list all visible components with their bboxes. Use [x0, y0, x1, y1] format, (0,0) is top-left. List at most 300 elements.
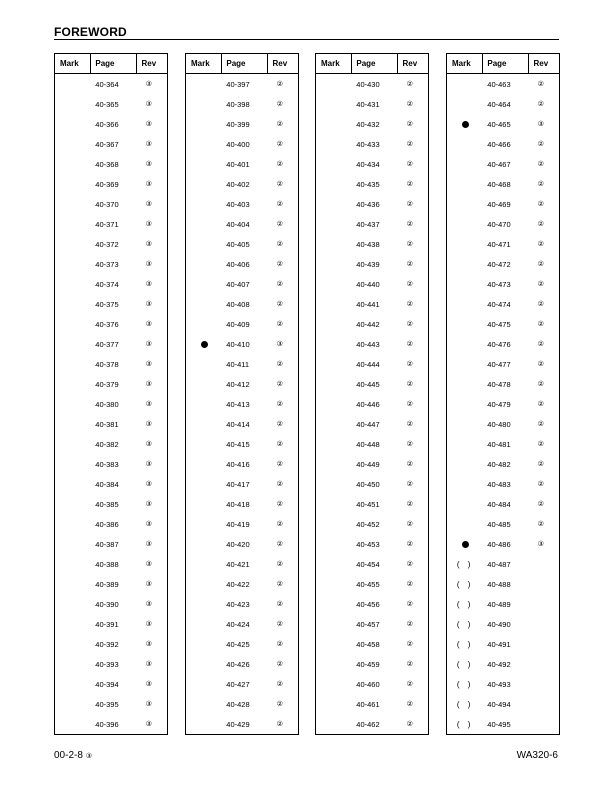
mark-cell — [55, 434, 91, 454]
table-row — [316, 334, 428, 354]
mark-cell — [186, 654, 222, 674]
table-row — [447, 154, 559, 174]
rev-cell: ③ — [145, 261, 152, 268]
mark-cell — [447, 414, 483, 434]
table-row — [316, 394, 428, 414]
page-cell: 40-420 — [226, 539, 250, 549]
mark-cell — [186, 454, 222, 474]
rev-cell: ③ — [145, 661, 152, 668]
page-cell: 40-435 — [356, 179, 380, 189]
table-row — [55, 674, 167, 694]
mark-cell — [55, 214, 91, 234]
page-cell: 40-481 — [487, 439, 511, 449]
table-row — [186, 374, 298, 394]
rev-cell: ② — [537, 321, 544, 328]
table-row — [186, 474, 298, 494]
rev-cell — [528, 654, 559, 674]
mark-cell — [316, 354, 352, 374]
mark-cell — [316, 74, 352, 94]
rev-cell: ③ — [145, 641, 152, 648]
page-cell: 40-403 — [226, 199, 250, 209]
rev-cell: ② — [276, 441, 283, 448]
rev-cell: ③ — [145, 681, 152, 688]
rev-cell: ② — [537, 401, 544, 408]
table-row — [55, 534, 167, 554]
rev-cell: ② — [406, 641, 413, 648]
header-rule — [54, 39, 559, 40]
table-row — [447, 414, 559, 434]
table-row — [55, 154, 167, 174]
rev-cell: ② — [406, 661, 413, 668]
mark-cell — [447, 474, 483, 494]
mark-cell — [186, 314, 222, 334]
rev-cell: ② — [276, 721, 283, 728]
mark-cell — [316, 434, 352, 454]
mark-cell — [447, 294, 483, 314]
table-row — [186, 594, 298, 614]
table-row — [55, 114, 167, 134]
rev-cell: ② — [537, 501, 544, 508]
page-cell: 40-417 — [226, 479, 250, 489]
rev-cell: ③ — [145, 521, 152, 528]
rev-cell: ② — [276, 181, 283, 188]
page-cell: 40-439 — [356, 259, 380, 269]
table-row — [186, 214, 298, 234]
table-row — [55, 454, 167, 474]
rev-cell: ② — [406, 101, 413, 108]
rev-cell: ③ — [145, 401, 152, 408]
table-row — [447, 394, 559, 414]
table-row — [316, 514, 428, 534]
rev-cell: ③ — [145, 221, 152, 228]
mark-cell — [55, 394, 91, 414]
page-cell: 40-371 — [95, 219, 119, 229]
mark-parenthesis: ( ) — [456, 579, 474, 589]
table-row — [186, 574, 298, 594]
rev-cell: ② — [406, 361, 413, 368]
mark-cell — [186, 74, 222, 94]
mark-cell — [447, 554, 483, 574]
page-cell: 40-460 — [356, 679, 380, 689]
page-cell: 40-405 — [226, 239, 250, 249]
page-cell: 40-366 — [95, 119, 119, 129]
table-row — [447, 454, 559, 474]
table-row — [186, 654, 298, 674]
page-cell: 40-456 — [356, 599, 380, 609]
table-row — [447, 514, 559, 534]
mark-cell — [55, 154, 91, 174]
rev-cell: ② — [537, 161, 544, 168]
rev-cell — [528, 574, 559, 594]
mark-cell — [447, 654, 483, 674]
header-mark: Mark — [316, 54, 352, 73]
page-cell: 40-385 — [95, 499, 119, 509]
table-row — [186, 694, 298, 714]
table-row — [447, 174, 559, 194]
rev-cell: ② — [276, 321, 283, 328]
table-row — [186, 494, 298, 514]
mark-cell — [316, 134, 352, 154]
mark-cell — [55, 374, 91, 394]
mark-cell — [186, 674, 222, 694]
page-cell: 40-479 — [487, 399, 511, 409]
mark-cell — [447, 714, 483, 734]
rev-cell: ② — [406, 441, 413, 448]
header-rev: Rev — [533, 59, 549, 68]
page-cell: 40-384 — [95, 479, 119, 489]
table-header — [316, 54, 428, 74]
rev-cell: ② — [537, 381, 544, 388]
mark-cell — [447, 594, 483, 614]
mark-cell — [447, 214, 483, 234]
table-row — [186, 534, 298, 554]
rev-cell: ③ — [537, 541, 544, 548]
page-cell: 40-493 — [487, 679, 511, 689]
mark-cell — [186, 134, 222, 154]
page-cell: 40-427 — [226, 679, 250, 689]
rev-cell: ② — [406, 221, 413, 228]
rev-cell: ③ — [145, 161, 152, 168]
page-cell: 40-447 — [356, 419, 380, 429]
mark-cell — [447, 74, 483, 94]
mark-cell — [316, 214, 352, 234]
page-cell: 40-413 — [226, 399, 250, 409]
page-cell: 40-424 — [226, 619, 250, 629]
table-row — [55, 234, 167, 254]
revision-table-4 — [446, 53, 560, 735]
table-row — [447, 94, 559, 114]
mark-cell — [186, 474, 222, 494]
page-cell: 40-411 — [226, 359, 250, 369]
page-cell: 40-395 — [95, 699, 119, 709]
page-cell: 40-437 — [356, 219, 380, 229]
footer-model: WA320-6 — [516, 750, 558, 761]
table-row — [447, 614, 559, 634]
page-cell: 40-416 — [226, 459, 250, 469]
mark-cell — [55, 654, 91, 674]
rev-cell: ② — [276, 281, 283, 288]
table-row — [186, 434, 298, 454]
mark-cell — [447, 394, 483, 414]
rev-cell: ② — [276, 521, 283, 528]
rev-cell: ② — [406, 301, 413, 308]
table-row — [55, 414, 167, 434]
rev-cell: ② — [537, 221, 544, 228]
table-row — [316, 154, 428, 174]
table-row — [447, 254, 559, 274]
rev-cell: ③ — [145, 181, 152, 188]
table-row — [55, 494, 167, 514]
rev-cell: ③ — [145, 541, 152, 548]
page-cell: 40-490 — [487, 619, 511, 629]
rev-cell: ② — [276, 421, 283, 428]
mark-cell — [55, 494, 91, 514]
rev-cell: ② — [276, 401, 283, 408]
page-cell: 40-386 — [95, 519, 119, 529]
revised-dot-icon — [462, 121, 469, 128]
table-row — [447, 434, 559, 454]
rev-cell: ② — [406, 321, 413, 328]
table-row — [316, 654, 428, 674]
header-mark: Mark — [55, 54, 91, 73]
mark-cell — [316, 574, 352, 594]
page-cell: 40-446 — [356, 399, 380, 409]
header-mark: Mark — [447, 54, 483, 73]
mark-cell — [316, 294, 352, 314]
page-cell: 40-380 — [95, 399, 119, 409]
page-cell: 40-392 — [95, 639, 119, 649]
mark-cell — [186, 534, 222, 554]
rev-cell: ② — [406, 421, 413, 428]
mark-parenthesis: ( ) — [456, 599, 474, 609]
mark-cell — [186, 294, 222, 314]
mark-cell — [447, 374, 483, 394]
rev-cell: ② — [537, 281, 544, 288]
mark-cell — [316, 334, 352, 354]
table-row — [316, 294, 428, 314]
page-cell: 40-477 — [487, 359, 511, 369]
table-row — [447, 274, 559, 294]
mark-cell — [316, 474, 352, 494]
mark-cell — [316, 494, 352, 514]
page-cell: 40-444 — [356, 359, 380, 369]
table-row — [447, 714, 559, 734]
page-cell: 40-423 — [226, 599, 250, 609]
table-row — [55, 334, 167, 354]
mark-cell — [447, 94, 483, 114]
mark-cell — [55, 254, 91, 274]
rev-cell: ③ — [145, 501, 152, 508]
mark-cell — [55, 454, 91, 474]
header-page: Page — [483, 54, 528, 73]
table-row — [55, 654, 167, 674]
table-row — [55, 194, 167, 214]
rev-cell: ② — [276, 81, 283, 88]
mark-cell — [186, 594, 222, 614]
mark-cell — [186, 394, 222, 414]
table-row — [316, 714, 428, 734]
table-row — [316, 554, 428, 574]
table-row — [316, 374, 428, 394]
mark-cell — [447, 254, 483, 274]
mark-cell — [447, 354, 483, 374]
table-row — [316, 114, 428, 134]
rev-cell: ② — [406, 181, 413, 188]
table-row — [55, 374, 167, 394]
mark-cell — [447, 194, 483, 214]
mark-cell — [55, 334, 91, 354]
header-rev: Rev — [272, 59, 288, 68]
page-cell: 40-381 — [95, 419, 119, 429]
table-row — [186, 514, 298, 534]
mark-cell — [55, 614, 91, 634]
mark-cell — [447, 614, 483, 634]
rev-cell: ② — [406, 721, 413, 728]
mark-cell — [447, 674, 483, 694]
table-row — [186, 74, 298, 94]
table-row — [316, 474, 428, 494]
header-rev: Rev — [402, 59, 418, 68]
page-cell: 40-441 — [356, 299, 380, 309]
table-row — [186, 154, 298, 174]
rev-cell — [528, 674, 559, 694]
table-row — [447, 214, 559, 234]
rev-cell: ② — [276, 641, 283, 648]
mark-cell — [186, 554, 222, 574]
table-row — [447, 314, 559, 334]
table-row — [447, 354, 559, 374]
rev-cell — [528, 554, 559, 574]
mark-cell — [316, 634, 352, 654]
rev-cell: ② — [276, 601, 283, 608]
mark-cell — [55, 354, 91, 374]
mark-cell — [186, 254, 222, 274]
rev-cell: ③ — [145, 561, 152, 568]
table-row — [186, 134, 298, 154]
page-cell: 40-458 — [356, 639, 380, 649]
rev-cell: ③ — [145, 461, 152, 468]
table-row — [55, 714, 167, 734]
rev-cell: ③ — [276, 341, 283, 348]
rev-cell: ② — [276, 581, 283, 588]
page-cell: 40-390 — [95, 599, 119, 609]
page-cell: 40-430 — [356, 79, 380, 89]
rev-cell: ② — [406, 461, 413, 468]
rev-cell: ② — [537, 261, 544, 268]
rev-cell: ③ — [145, 581, 152, 588]
rev-cell: ② — [537, 341, 544, 348]
mark-cell — [447, 574, 483, 594]
header-page: Page — [352, 54, 397, 73]
page-cell: 40-454 — [356, 559, 380, 569]
page-cell: 40-438 — [356, 239, 380, 249]
table-row — [316, 634, 428, 654]
rev-cell: ② — [276, 101, 283, 108]
rev-cell: ② — [276, 141, 283, 148]
page-cell: 40-440 — [356, 279, 380, 289]
page-cell: 40-422 — [226, 579, 250, 589]
table-row — [55, 394, 167, 414]
mark-cell — [316, 394, 352, 414]
page-cell: 40-471 — [487, 239, 511, 249]
mark-cell — [186, 234, 222, 254]
rev-cell: ② — [406, 481, 413, 488]
page-cell: 40-389 — [95, 579, 119, 589]
page-cell: 40-426 — [226, 659, 250, 669]
page-cell: 40-367 — [95, 139, 119, 149]
mark-cell — [316, 514, 352, 534]
page-cell: 40-374 — [95, 279, 119, 289]
mark-parenthesis: ( ) — [456, 699, 474, 709]
page-cell: 40-412 — [226, 379, 250, 389]
page-cell: 40-449 — [356, 459, 380, 469]
mark-cell — [316, 174, 352, 194]
mark-cell — [55, 554, 91, 574]
mark-cell — [186, 274, 222, 294]
table-row — [55, 134, 167, 154]
page-cell: 40-453 — [356, 539, 380, 549]
mark-cell — [316, 534, 352, 554]
rev-cell: ③ — [145, 721, 152, 728]
table-row — [186, 254, 298, 274]
table-row — [55, 554, 167, 574]
table-row — [186, 94, 298, 114]
rev-cell: ② — [276, 481, 283, 488]
rev-cell: ② — [276, 221, 283, 228]
table-row — [316, 254, 428, 274]
footer-revision-mark: ③ — [85, 753, 92, 760]
mark-cell — [316, 414, 352, 434]
mark-cell — [316, 314, 352, 334]
page-cell: 40-492 — [487, 659, 511, 669]
rev-cell: ② — [276, 121, 283, 128]
rev-cell: ③ — [145, 441, 152, 448]
table-row — [186, 674, 298, 694]
rev-cell: ② — [537, 461, 544, 468]
page-cell: 40-443 — [356, 339, 380, 349]
page-cell: 40-462 — [356, 719, 380, 729]
mark-cell — [55, 714, 91, 734]
mark-cell — [186, 714, 222, 734]
page-cell: 40-433 — [356, 139, 380, 149]
mark-cell — [447, 334, 483, 354]
revised-dot-icon — [462, 541, 469, 548]
page-cell: 40-482 — [487, 459, 511, 469]
footer-page-number — [54, 750, 92, 761]
page-cell: 40-468 — [487, 179, 511, 189]
mark-cell — [55, 474, 91, 494]
rev-cell: ③ — [145, 701, 152, 708]
page-cell: 40-489 — [487, 599, 511, 609]
rev-cell: ③ — [145, 341, 152, 348]
rev-cell: ② — [406, 561, 413, 568]
rev-cell: ② — [537, 421, 544, 428]
mark-cell — [447, 534, 483, 554]
rev-cell: ③ — [145, 361, 152, 368]
table-row — [186, 194, 298, 214]
table-row — [447, 114, 559, 134]
table-row — [186, 294, 298, 314]
page-cell: 40-394 — [95, 679, 119, 689]
page-cell: 40-391 — [95, 619, 119, 629]
page-cell: 40-383 — [95, 459, 119, 469]
mark-cell — [55, 234, 91, 254]
table-row — [316, 434, 428, 454]
mark-cell — [186, 494, 222, 514]
mark-cell — [447, 154, 483, 174]
table-row — [316, 494, 428, 514]
table-row — [316, 74, 428, 94]
table-row — [316, 94, 428, 114]
table-row — [55, 354, 167, 374]
table-row — [447, 334, 559, 354]
rev-cell: ③ — [145, 321, 152, 328]
mark-cell — [316, 94, 352, 114]
mark-cell — [55, 634, 91, 654]
rev-cell: ② — [276, 661, 283, 668]
page-cell: 40-486 — [487, 539, 511, 549]
mark-cell — [186, 154, 222, 174]
mark-cell — [447, 694, 483, 714]
mark-cell — [316, 714, 352, 734]
rev-cell — [528, 714, 559, 734]
page-cell: 40-406 — [226, 259, 250, 269]
rev-cell: ② — [406, 81, 413, 88]
rev-cell: ② — [406, 261, 413, 268]
page-cell: 40-436 — [356, 199, 380, 209]
page-cell: 40-404 — [226, 219, 250, 229]
page-cell: 40-434 — [356, 159, 380, 169]
